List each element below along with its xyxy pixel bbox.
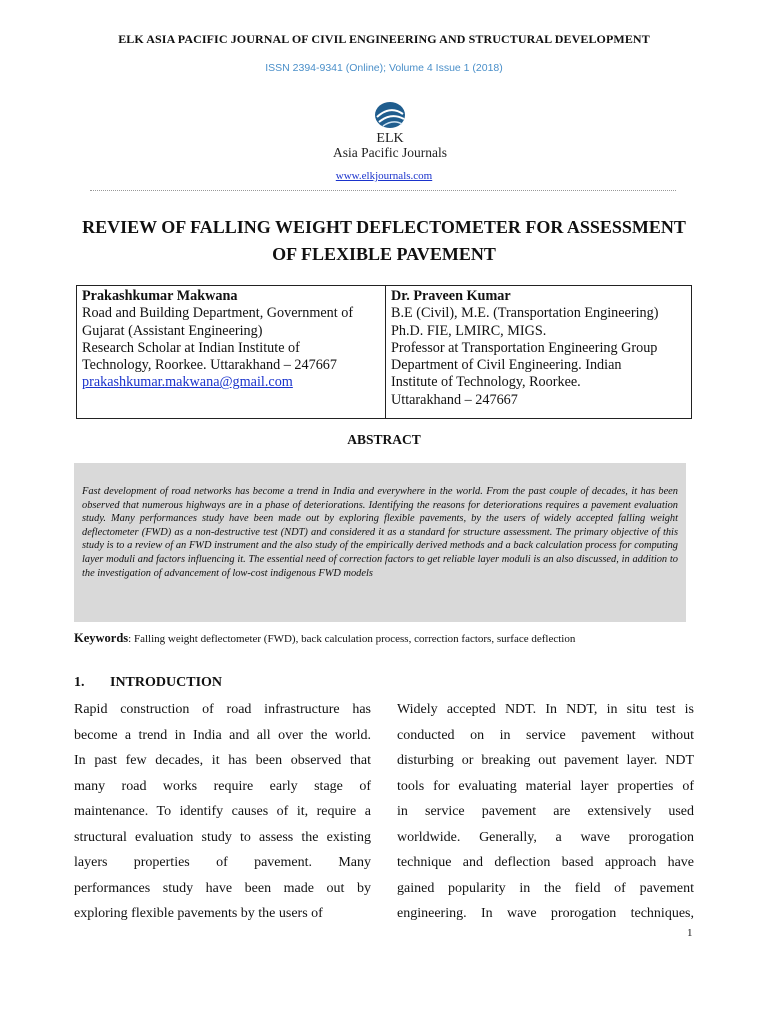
keywords bbox=[74, 631, 640, 646]
paper-title-line-2: OF FLEXIBLE PAVEMENT bbox=[272, 244, 496, 264]
dotted-divider bbox=[90, 190, 676, 191]
body-line: layers properties of pavement. Many bbox=[74, 855, 371, 870]
author-affiliation-line: Technology, Roorkee. Uttarakhand – 247667 bbox=[82, 357, 337, 374]
globe-icon bbox=[373, 100, 407, 130]
paper-title-line-1: REVIEW OF FALLING WEIGHT DEFLECTOMETER FOR ASSESSMENT bbox=[82, 217, 686, 237]
author-table bbox=[76, 285, 692, 419]
author-email-link[interactable]: prakashkumar.makwana@gmail.com bbox=[82, 374, 293, 391]
body-line: tools for evaluating material layer properties of bbox=[397, 778, 694, 794]
author-affiliation-line: Institute of Technology, Roorkee. bbox=[391, 374, 581, 391]
body-line: in service pavement are extensively used bbox=[397, 804, 694, 819]
body-line: structural evaluation study to assess the existing bbox=[74, 829, 371, 845]
website-link[interactable]: www.elkjournals.com bbox=[335, 170, 433, 182]
author-affiliation-line: Road and Building Department, Government of bbox=[82, 305, 354, 322]
abstract-heading: ABSTRACT bbox=[347, 432, 421, 447]
body-line: conducted on in service pavement without bbox=[397, 727, 694, 743]
keywords-label: Keywords bbox=[74, 631, 129, 645]
journal-logo bbox=[320, 100, 460, 170]
body-line: Widely accepted NDT. In NDT, in situ test is bbox=[397, 702, 694, 717]
author-affiliation-line: Research Scholar at Indian Institute of bbox=[82, 339, 300, 356]
author-affiliation-line: B.E (Civil), M.E. (Transportation Engineering) bbox=[391, 305, 659, 322]
body-line: performances study have been made out by bbox=[74, 880, 371, 896]
journal-title: ELK ASIA PACIFIC JOURNAL OF CIVIL ENGINEERING AND STRUCTURAL DEVELOPMENT bbox=[118, 32, 650, 46]
paper-title bbox=[60, 214, 708, 268]
section-title: INTRODUCTION bbox=[110, 675, 223, 690]
body-line: many road works require early stage of bbox=[74, 778, 371, 794]
logo-line-1: ELK bbox=[376, 131, 404, 146]
body-line: exploring flexible pavements by the users of bbox=[74, 906, 323, 921]
page-number: 1 bbox=[687, 927, 693, 939]
section-heading bbox=[74, 675, 222, 691]
author-affiliation-line: Uttarakhand – 247667 bbox=[391, 391, 518, 408]
body-line: technique and deflection based approach have bbox=[397, 855, 694, 870]
author-affiliation-line: Department of Civil Engineering. Indian bbox=[391, 357, 622, 374]
body-line: become a trend in India and all over the world. bbox=[74, 727, 371, 743]
logo-line-2: Asia Pacific Journals bbox=[333, 145, 447, 160]
author-affiliation-line: Professor at Transportation Engineering Group bbox=[391, 339, 658, 356]
body-line: Rapid construction of road infrastructure has bbox=[74, 702, 371, 717]
body-column-right bbox=[397, 697, 694, 927]
body-line: In past few decades, it has been observed that bbox=[74, 753, 371, 768]
issn-line: ISSN 2394-9341 (Online); Volume 4 Issue 1 (2018) bbox=[265, 62, 503, 74]
section-number: 1. bbox=[74, 675, 85, 690]
author-name: Prakashkumar Makwana bbox=[82, 288, 238, 304]
author-affiliation-line: Gujarat (Assistant Engineering) bbox=[82, 322, 263, 339]
author-cell-2 bbox=[386, 286, 691, 418]
body-line: worldwide. Generally, a wave prorogation bbox=[397, 829, 694, 845]
author-cell-1 bbox=[77, 286, 386, 418]
body-column-left bbox=[74, 697, 371, 927]
body-line: engineering. In wave prorogation techniques, bbox=[397, 906, 694, 921]
abstract-box bbox=[74, 463, 686, 622]
keywords-text: : Falling weight deflectometer (FWD), back calculation process, correction factors, surface deflection bbox=[128, 633, 576, 645]
body-line: gained popularity in the field of pavement bbox=[397, 880, 694, 896]
author-name: Dr. Praveen Kumar bbox=[391, 288, 511, 304]
body-line: maintenance. To identify causes of it, require a bbox=[74, 804, 371, 819]
author-affiliation-line: Ph.D. FIE, LMIRC, MIGS. bbox=[391, 322, 547, 339]
body-line: disturbing or breaking out pavement layer. NDT bbox=[397, 753, 694, 768]
abstract-text: Fast development of road networks has become a trend in India and everywhere in the world. From the past couple of decades, it has been observed that numerous highways are in a phase of deteriorations. Identifying the reasons for deteriorations requires a pavement evaluation study. Many performances study have been made out by exploring flexible pavements, by the users of widely accepted falling weight deflectometer (FWD) as a non-destructive test (NDT) and considered it as a standard for structure assessment. The primary objective of this study is to a review of an FWD instrument and the also study of the empirically derived methods and a back calculation process for computing layer moduli and factors influencing it. The essential need of correction factors to get reliable layer moduli is an also discussed, in addition to the investigation of advancement of low-cost indigenous FWD models bbox=[82, 486, 678, 579]
